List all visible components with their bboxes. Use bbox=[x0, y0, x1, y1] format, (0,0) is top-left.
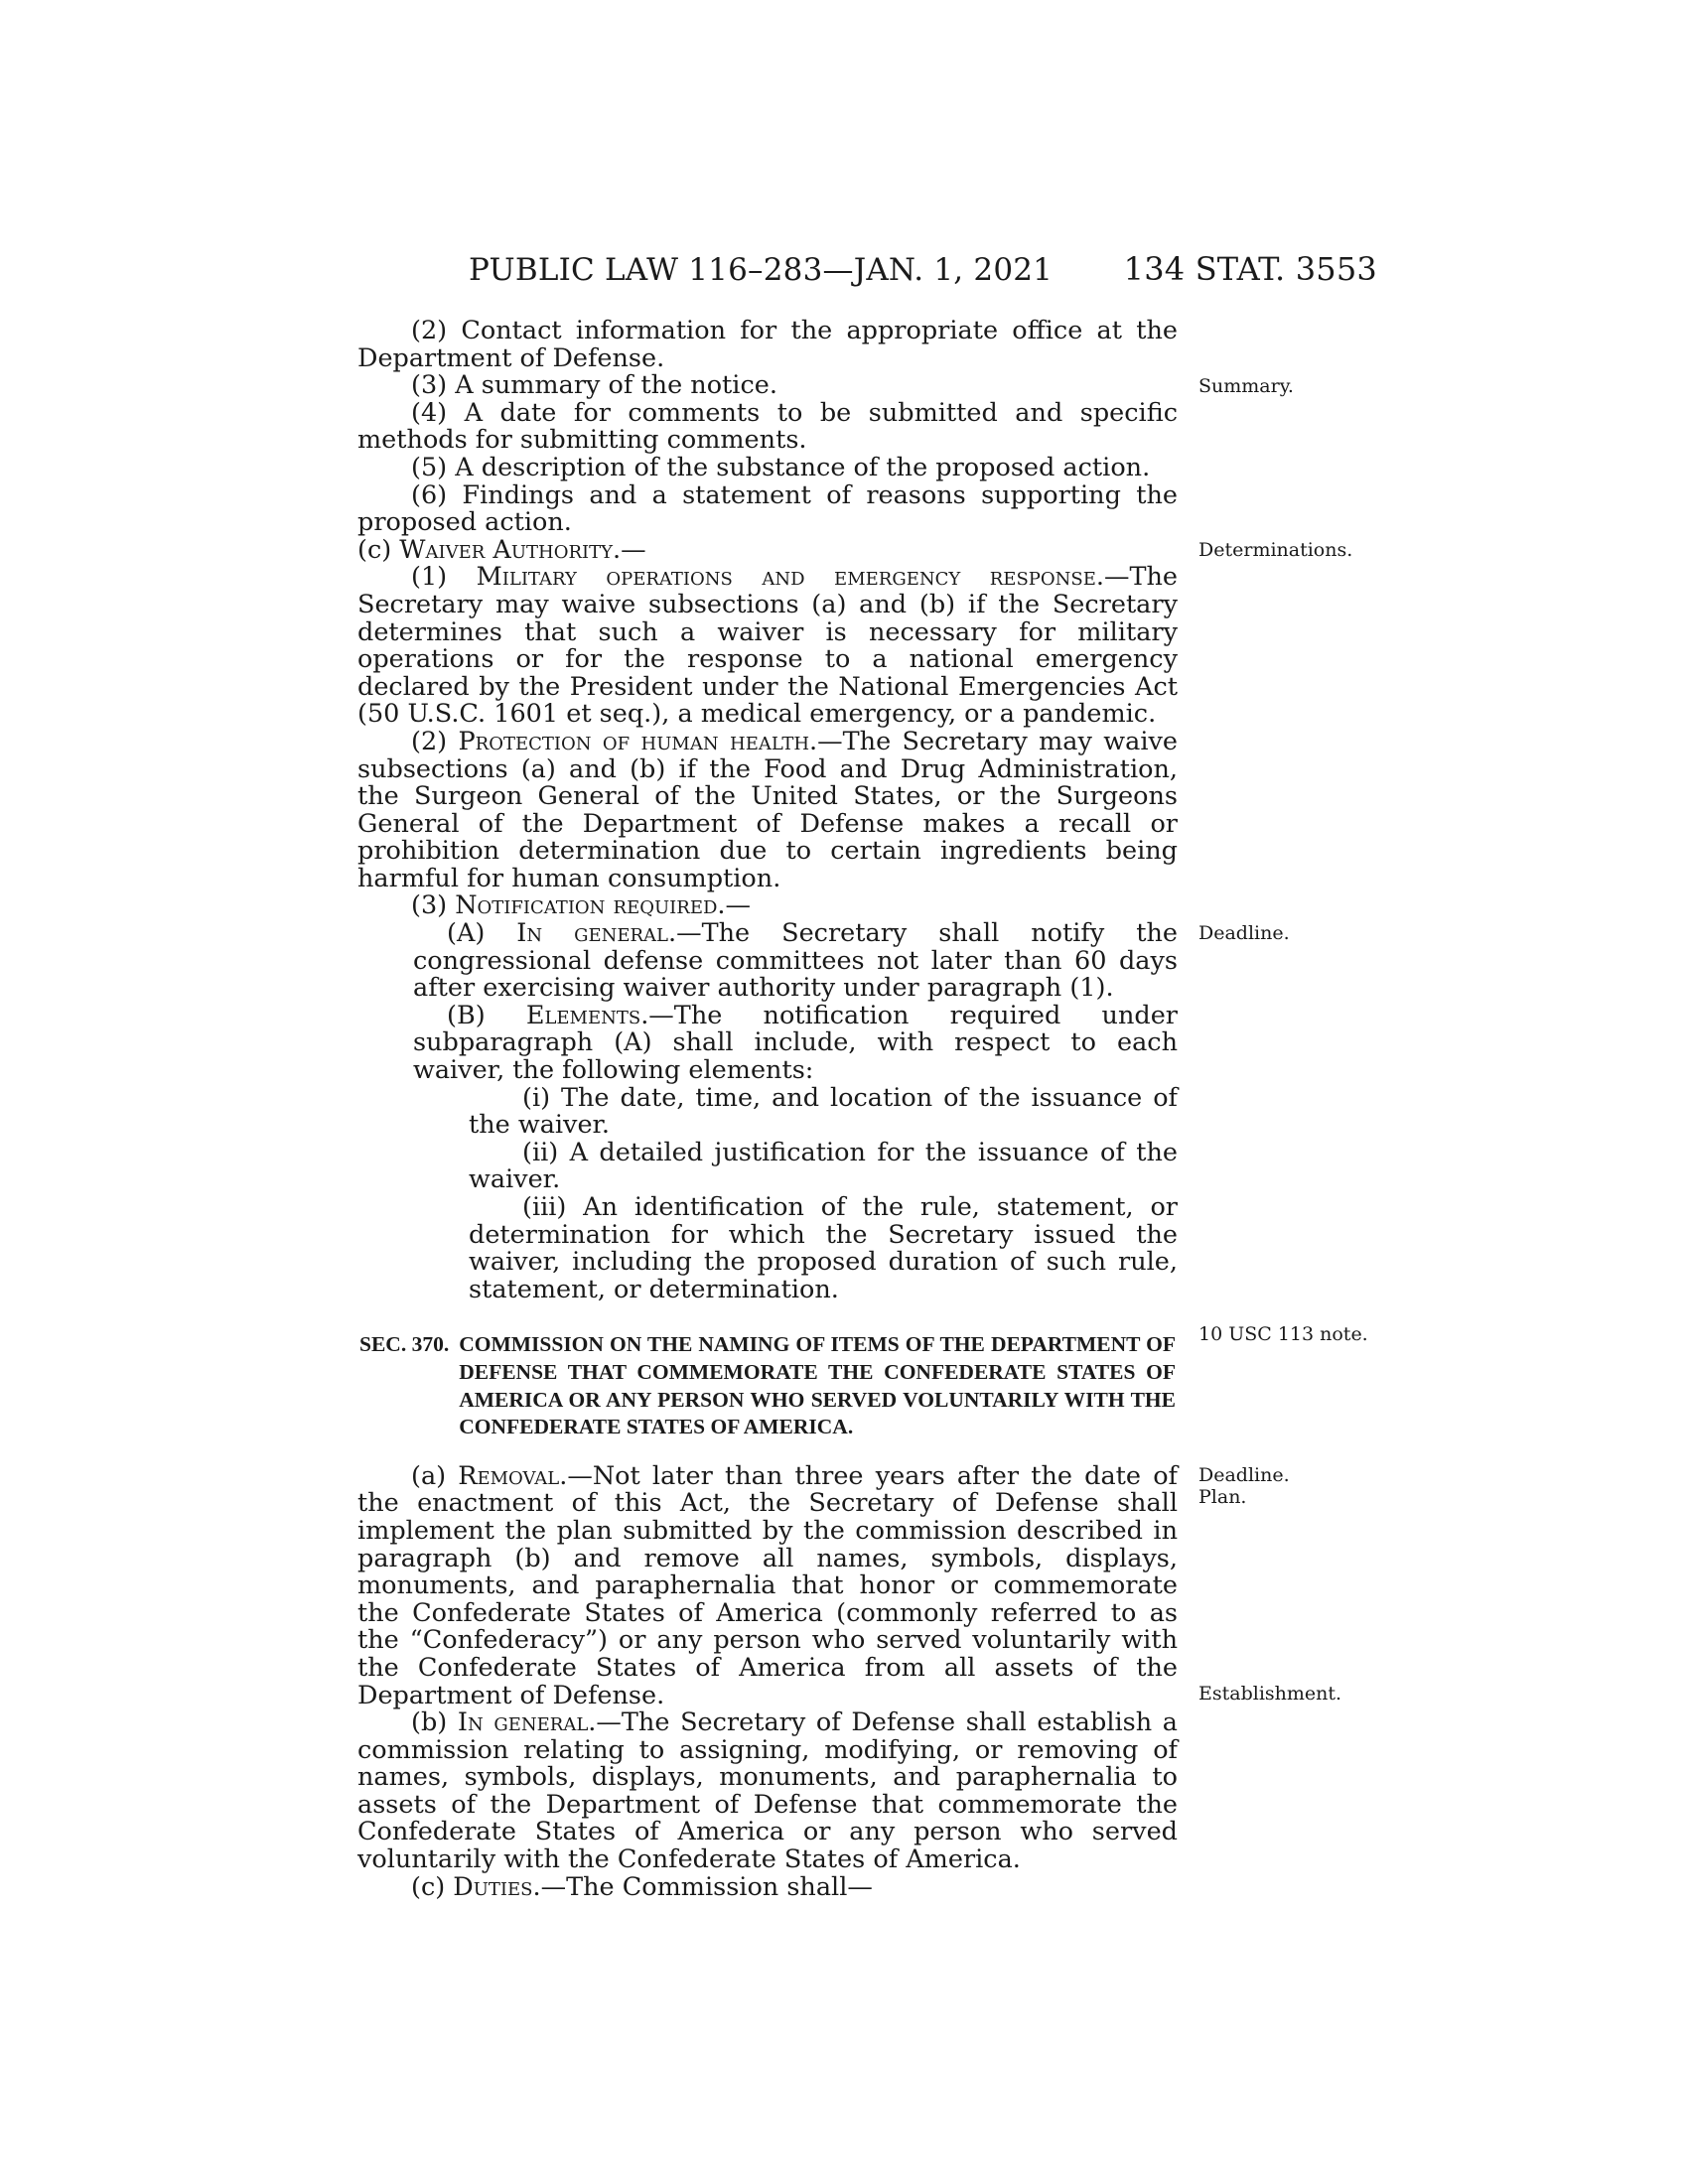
clause-ii-justification: (ii) A detailed justification for the issuance of the waiver. bbox=[469, 1137, 1178, 1195]
margin-note-usc-citation: 10 USC 113 note. bbox=[1198, 1323, 1368, 1345]
paragraph-6-findings: (6) Findings and a statement of reasons supporting the proposed action. bbox=[357, 479, 1178, 538]
document-body bbox=[357, 318, 1178, 1901]
clause-iii-identification: (iii) An identification of the rule, statement, or determination for which the Secretary issued the waiver, including the proposed duration of such rule, statement, or determination. bbox=[469, 1192, 1178, 1304]
subsection-c-waiver-authority: (c) Waiver Authority.— bbox=[357, 534, 646, 565]
public-law-citation: PUBLIC LAW 116–283—JAN. 1, 2021 bbox=[469, 252, 1054, 288]
paragraph-2-contact: (2) Contact information for the appropriate office at the Department of Defense. bbox=[357, 316, 1178, 373]
margin-note-deadline: Deadline. bbox=[1198, 922, 1290, 944]
margin-note-summary: Summary. bbox=[1198, 375, 1294, 397]
section-title: COMMISSION ON THE NAMING OF ITEMS OF THE DEPARTMENT OF DEFENSE THAT COMMEMORATE THE CONFEDERATE STATES OF AMERICA OR ANY PERSON WHO SERVED VOLUNTARILY WITH THE CONFEDERATE STATES OF AMERICA. bbox=[459, 1332, 1176, 1439]
paragraph-c1-military-operations: (1) Military operations and emergency response.—The Secretary may waive subsections (a) and (b) if the Secretary determines that such a waiver is necessary for military operations or for the response to a national emergency declared by the President under the National Emergencies Act (50 U.S.C. 1601 et seq.), a medical emergency, or a pandemic. bbox=[357, 562, 1178, 730]
section-number: SEC. 370. bbox=[359, 1332, 450, 1357]
section-370-heading bbox=[357, 1331, 1178, 1440]
margin-note-establishment: Establishment. bbox=[1198, 1683, 1342, 1705]
statute-page-number: 134 STAT. 3553 bbox=[1123, 250, 1377, 288]
paragraph-3-summary: (3) A summary of the notice. bbox=[411, 370, 777, 401]
page-header bbox=[469, 250, 1377, 294]
margin-note-determinations: Determinations. bbox=[1198, 539, 1353, 561]
subparagraph-c3b-elements: (B) Elements.—The notification required under subparagraph (A) shall include, with respect to each waiver, the following elements: bbox=[413, 1000, 1178, 1086]
margin-note-deadline-2: Deadline. bbox=[1198, 1464, 1290, 1486]
subparagraph-c3a-in-general: (A) In general.—The Secretary shall notify the congressional defense committees not later than 60 days after exercising waiver authority under paragraph (1). bbox=[413, 918, 1179, 1004]
subsection-b-in-general: (b) In general.—The Secretary of Defense shall establish a commission relating to assigning, modifying, or removing of names, symbols, displays, monuments, and paraphernalia to assets of the Department of Defense that commemorate the Confederate States of America or any person who served voluntarily with the Confederate States of America. bbox=[357, 1707, 1179, 1875]
paragraph-c2-protection-of-human-health: (2) Protection of human health.—The Secretary may waive subsections (a) and (b) if the Food and Drug Administration, the Surgeon General of the United States, or the Surgeons General of the Department of Defense makes a recall or prohibition determination due to certain ingredients being harmful for human consumption. bbox=[357, 726, 1178, 893]
subsection-a-removal: (a) Removal.—Not later than three years after the date of the enactment of this Act, the Secretary of Defense shall implement the plan submitted by the commission described in paragraph (b) and remove all names, symbols, displays, monuments, and paraphernalia that honor or commemorate the Confederate States of America (commonly referred to as the “Confederacy”) or any person who served voluntarily with the Confederate States of America from all assets of the Department of Defense. bbox=[357, 1460, 1178, 1710]
paragraph-5-description: (5) A description of the substance of the proposed action. bbox=[411, 452, 1151, 482]
subsection-c-duties: (c) Duties.—The Commission shall— bbox=[411, 1871, 873, 1902]
paragraph-4-date: (4) A date for comments to be submitted and specific methods for submitting comments. bbox=[357, 397, 1178, 456]
clause-i-date-time-location: (i) The date, time, and location of the issuance of the waiver. bbox=[469, 1082, 1178, 1141]
margin-note-plan: Plan. bbox=[1198, 1486, 1247, 1508]
paragraph-c3-notification-required: (3) Notification required.— bbox=[411, 890, 751, 921]
